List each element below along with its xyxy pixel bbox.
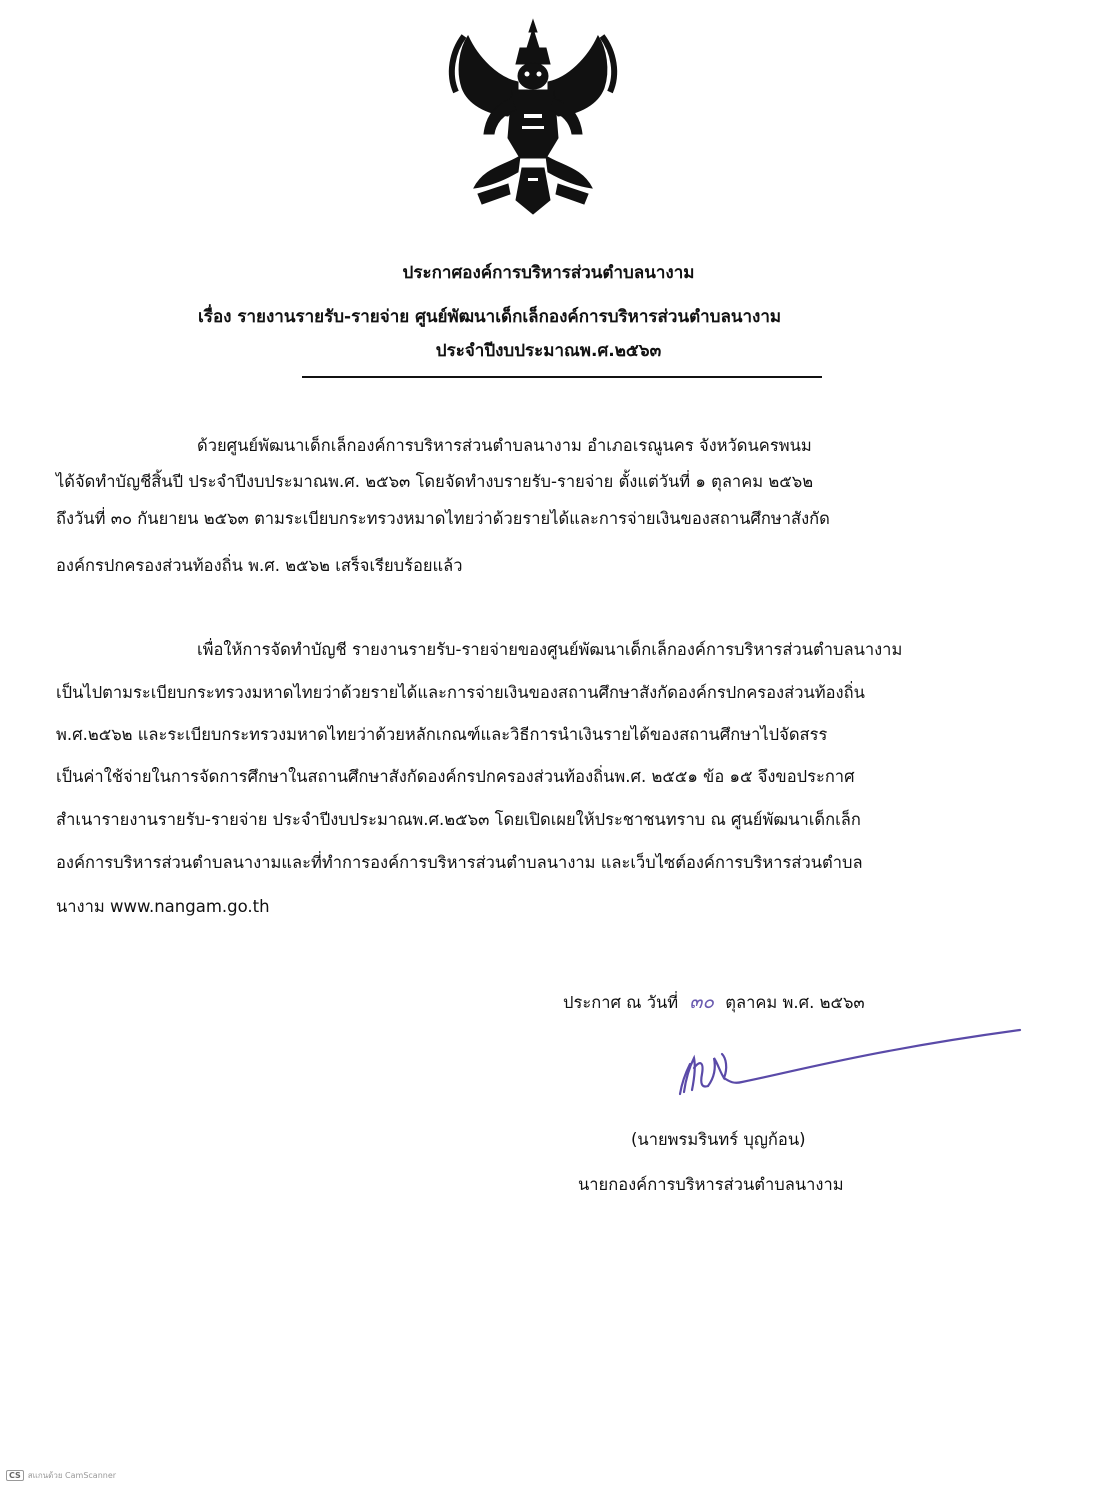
paragraph-line: เป็นไปตามระเบียบกระทรวงมหาดไทยว่าด้วยรายได้และการจ่ายเงินของสถานศึกษาสังกัดองค์กรปกครองส่วนท้องถิ่น [56, 683, 865, 702]
handwritten-signature [672, 1028, 1024, 1098]
signer-name: (นายพรมรินทร์ บุญก้อน) [631, 1130, 806, 1149]
garuda-emblem-icon [438, 18, 628, 216]
paragraph-line: นางาม www.nangam.go.th [56, 897, 270, 916]
paragraph-line: ได้จัดทำบัญชีสิ้นปี ประจำปีงบประมาณพ.ศ. ๒๕๖๓ โดยจัดทำงบรายรับ-รายจ่าย ตั้งแต่วันที่ ๑ ตุลาคม ๒๕๖๒ [56, 472, 814, 491]
date-prefix: ประกาศ ณ วันที่ [563, 993, 679, 1012]
announcement-date [563, 987, 865, 1017]
paragraph-line: ด้วยศูนย์พัฒนาเด็กเล็กองค์การบริหารส่วนตำบลนางาม อำเภอเรณูนคร จังหวัดนครพนม [197, 436, 812, 455]
scanner-watermark [6, 1469, 116, 1482]
paragraph-line: เป็นค่าใช้จ่ายในการจัดการศึกษาในสถานศึกษาสังกัดองค์กรปกครองส่วนท้องถิ่นพ.ศ. ๒๕๕๑ ข้อ ๑๕ จึงขอประกาศ [56, 767, 855, 786]
paragraph-line: สำเนารายงานรายรับ-รายจ่าย ประจำปีงบประมาณพ.ศ.๒๕๖๓ โดยเปิดเผยให้ประชาชนทราบ ณ ศูนย์พัฒนาเด็กเล็ก [56, 810, 861, 829]
document-title: ประกาศองค์การบริหารส่วนตำบลนางาม [402, 263, 695, 283]
document-fiscal-year: ประจำปีงบประมาณพ.ศ.๒๕๖๓ [435, 341, 662, 361]
paragraph-line: องค์การบริหารส่วนตำบลนางามและที่ทำการองค์การบริหารส่วนตำบลนางาม และเว็บไซต์องค์การบริหารส่วนตำบล [56, 853, 863, 872]
signer-position: นายกองค์การบริหารส่วนตำบลนางาม [578, 1175, 844, 1194]
document-subject: เรื่อง รายงานรายรับ-รายจ่าย ศูนย์พัฒนาเด็กเล็กองค์การบริหารส่วนตำบลนางาม [198, 307, 782, 327]
scanner-text: สแกนด้วย CamScanner [27, 1471, 117, 1480]
paragraph-line: พ.ศ.๒๕๖๒ และระเบียบกระทรวงมหาดไทยว่าด้วยหลักเกณฑ์และวิธีการนำเงินรายได้ของสถานศึกษาไปจัดสรร [56, 725, 828, 744]
camscanner-logo-icon: CS [6, 1470, 24, 1481]
handwritten-day: ๓๐ [689, 991, 714, 1013]
date-month-year: ตุลาคม พ.ศ. ๒๕๖๓ [725, 993, 865, 1012]
paragraph-line: ถึงวันที่ ๓๐ กันยายน ๒๕๖๓ ตามระเบียบกระทรวงหมาดไทยว่าด้วยรายได้และการจ่ายเงินของสถานศึกษาสังกัด [56, 509, 830, 528]
paragraph-line: เพื่อให้การจัดทำบัญชี รายงานรายรับ-รายจ่ายของศูนย์พัฒนาเด็กเล็กองค์การบริหารส่วนตำบลนางาม [197, 640, 903, 659]
paragraph-line: องค์กรปกครองส่วนท้องถิ่น พ.ศ. ๒๕๖๒ เสร็จเรียบร้อยแล้ว [56, 556, 463, 575]
header-divider [302, 376, 822, 378]
